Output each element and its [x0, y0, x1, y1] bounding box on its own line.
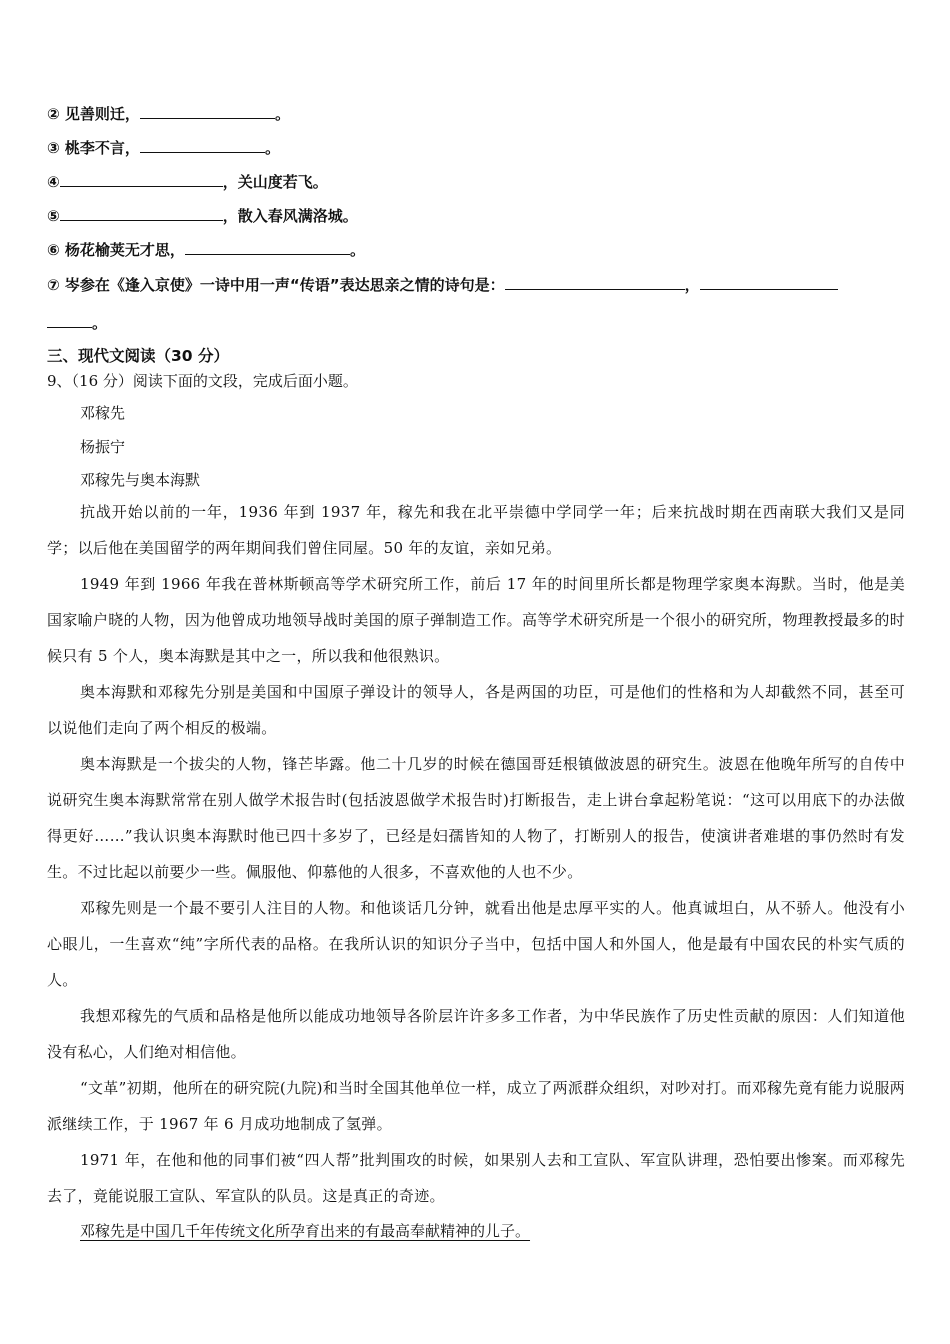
paragraph: 邓稼先则是一个最不要引人注目的人物。和他谈话几分钟，就看出他是忠厚平实的人。他真诚坦白，从不骄人。他没有小心眼儿，一生喜欢“纯”字所代表的品格。在我所认识的知识分子当中，包括中国人和外国人，他是最有中国农民的朴实气质的人。	[47, 899, 905, 989]
fill-item-4	[47, 171, 328, 192]
answer-blank[interactable]	[700, 275, 838, 290]
fill-item-3-suffix: 。	[264, 139, 280, 157]
paragraph: 1971 年，在他和他的同事们被“四人帮”批判围攻的时候，如果别人去和工宣队、军宣队讲理，恐怕要出惨案。而邓稼先去了，竟能说服工宣队、军宣队的队员。这是真正的奇迹。	[47, 1151, 905, 1205]
article-title: 邓稼先	[80, 404, 126, 422]
answer-blank[interactable]	[47, 313, 92, 328]
fill-item-3	[47, 137, 280, 158]
answer-blank[interactable]	[60, 206, 223, 221]
paragraph: 奥本海默是一个拔尖的人物，锋芒毕露。他二十几岁的时候在德国哥廷根镇做波恩的研究生。波恩在他晚年所写的自传中说研究生奥本海默常常在别人做学术报告时(包括波恩做学术报告时)打断报告，走上讲台拿起粉笔说：“这可以用底下的办法做得更好……”我认识奥本海默时他已四十多岁了，已经是妇孺皆知的人物了，打断别人的报告，使演讲者难堪的事仍然时有发生。不过比起以前要少一些。佩服他、仰慕他的人很多，不喜欢他的人也不少。	[47, 755, 905, 881]
fill-item-6-suffix: 。	[349, 241, 365, 259]
answer-blank[interactable]	[140, 138, 265, 153]
fill-item-2-suffix: 。	[274, 105, 290, 123]
fill-item-7-prefix: ⑦ 岑参在《逢入京使》一诗中用一声“传语”表达思亲之情的诗句是：	[47, 276, 505, 294]
fill-item-7	[47, 274, 838, 295]
section-title: 三、现代文阅读（30 分）	[47, 347, 229, 365]
paragraph: 1949 年到 1966 年我在普林斯顿高等学术研究所工作，前后 17 年的时间里所长都是物理学家奥本海默。当时，他是美国家喻户晓的人物，因为他曾成功地领导战时美国的原子弹制造工作。高等学术研究所是一个很小的研究所，物理教授最多的时候只有 5 个人，奥本海默是其中之一，所以我和他很熟识。	[47, 575, 905, 665]
fill-item-7-continuation	[47, 312, 107, 333]
question-stem: 9、（16 分）阅读下面的文段，完成后面小题。	[47, 372, 358, 390]
paragraph: 奥本海默和邓稼先分别是美国和中国原子弹设计的领导人，各是两国的功臣，可是他们的性格和为人却截然不同，甚至可以说他们走向了两个相反的极端。	[47, 683, 905, 737]
fill-item-4-suffix: ，关山度若飞。	[222, 173, 328, 191]
fill-item-7-suffix: 。	[92, 314, 108, 332]
article-subtitle: 邓稼先与奥本海默	[80, 471, 201, 489]
fill-item-2-prefix: ② 见善则迁，	[47, 105, 140, 123]
answer-blank[interactable]	[140, 104, 275, 119]
fill-item-5-prefix: ⑤	[47, 207, 60, 225]
fill-item-7-mid: ，	[684, 276, 700, 294]
fill-item-4-prefix: ④	[47, 173, 60, 191]
answer-blank[interactable]	[505, 275, 685, 290]
article-author: 杨振宁	[80, 438, 126, 456]
answer-blank[interactable]	[185, 240, 350, 255]
paragraph: “文革”初期，他所在的研究院(九院)和当时全国其他单位一样，成立了两派群众组织，对吵对打。而邓稼先竟有能力说服两派继续工作，于 1967 年 6 月成功地制成了氢弹。	[47, 1079, 905, 1133]
fill-item-6-prefix: ⑥ 杨花榆荚无才思，	[47, 241, 185, 259]
fill-item-5-suffix: ，散入春风满洛城。	[222, 207, 358, 225]
fill-item-3-prefix: ③ 桃李不言，	[47, 139, 140, 157]
paragraph: 抗战开始以前的一年，1936 年到 1937 年，稼先和我在北平崇德中学同学一年；后来抗战时期在西南联大我们又是同学；以后他在美国留学的两年期间我们曾住同屋。50 年的友谊，亲如兄弟。	[47, 503, 905, 557]
answer-blank[interactable]	[60, 172, 223, 187]
underlined-sentence: 邓稼先是中国几千年传统文化所孕育出来的有最高奉献精神的儿子。	[80, 1222, 531, 1240]
paragraph: 我想邓稼先的气质和品格是他所以能成功地领导各阶层许许多多工作者，为中华民族作了历史性贡献的原因：人们知道他没有私心，人们绝对相信他。	[47, 1007, 905, 1061]
fill-item-6	[47, 239, 365, 260]
fill-item-2	[47, 103, 290, 124]
fill-item-5	[47, 205, 358, 226]
